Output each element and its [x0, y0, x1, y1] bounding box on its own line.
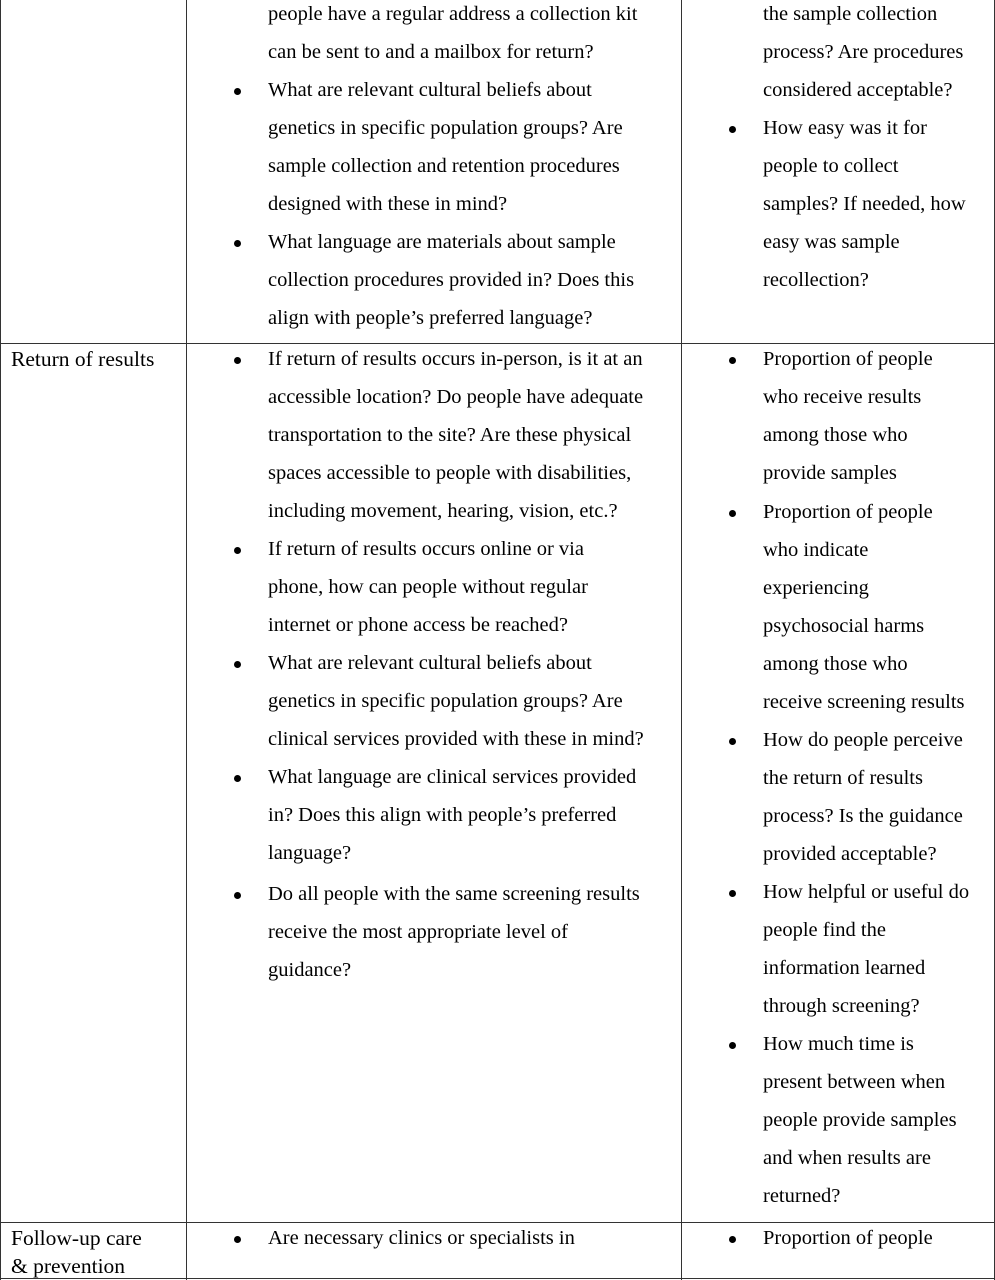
middle-cell-line: in? Does this align with people’s preferred — [268, 804, 617, 826]
right-cell-line: information learned — [763, 957, 926, 979]
right-cell-line: process? Are procedures — [763, 41, 964, 63]
bullet-icon — [729, 357, 736, 364]
right-cell-line: considered acceptable? — [763, 79, 953, 101]
middle-cell-line: guidance? — [268, 959, 352, 981]
bullet-icon — [729, 738, 736, 745]
right-cell-line: process? Is the guidance — [763, 805, 963, 827]
middle-cell-line: sample collection and retention procedures — [268, 155, 620, 177]
right-cell-line: recollection? — [763, 269, 869, 291]
bullet-icon — [234, 357, 241, 364]
bullet-icon — [234, 892, 241, 899]
bullet-icon — [234, 661, 241, 668]
right-cell-line: and when results are — [763, 1147, 931, 1169]
right-cell-line: provided acceptable? — [763, 843, 937, 865]
middle-cell-line: receive the most appropriate level of — [268, 921, 568, 943]
bullet-icon — [729, 890, 736, 897]
right-cell-line: samples? If needed, how — [763, 193, 966, 215]
table-border-bottom — [0, 1278, 995, 1279]
middle-cell-line: language? — [268, 842, 352, 864]
right-cell-line: How do people perceive — [763, 729, 963, 751]
middle-cell-line: align with people’s preferred language? — [268, 307, 593, 329]
right-cell-line: people find the — [763, 919, 886, 941]
middle-cell-line: Are necessary clinics or specialists in — [268, 1227, 575, 1249]
middle-cell-line: phone, how can people without regular — [268, 576, 588, 598]
right-cell-line: psychosocial harms — [763, 615, 925, 637]
right-cell-line: experiencing — [763, 577, 869, 599]
middle-cell-line: collection procedures provided in? Does this — [268, 269, 635, 291]
middle-cell-line: genetics in specific population groups? Are — [268, 690, 623, 712]
right-cell-line: among those who — [763, 653, 908, 675]
row-label-return-of-results: Return of results — [11, 347, 155, 371]
bullet-icon — [234, 775, 241, 782]
right-cell-line: people provide samples — [763, 1109, 957, 1131]
bullet-icon — [729, 126, 736, 133]
table-border-left — [0, 0, 1, 1280]
column-divider-2 — [681, 0, 682, 1280]
column-divider-1 — [186, 0, 187, 1280]
middle-cell-line: What are relevant cultural beliefs about — [268, 652, 592, 674]
right-cell-line: How helpful or useful do — [763, 881, 970, 903]
bullet-icon — [234, 88, 241, 95]
middle-cell-line: designed with these in mind? — [268, 193, 508, 215]
right-cell-line: easy was sample — [763, 231, 900, 253]
right-cell-line: the return of results — [763, 767, 923, 789]
right-cell-line: people to collect — [763, 155, 899, 177]
right-cell-line: returned? — [763, 1185, 841, 1207]
bullet-icon — [234, 547, 241, 554]
right-cell-line: who indicate — [763, 539, 869, 561]
bullet-icon — [729, 510, 736, 517]
middle-cell-line: genetics in specific population groups? Are — [268, 117, 623, 139]
right-cell-line: the sample collection — [763, 3, 938, 25]
middle-cell-line: What language are materials about sample — [268, 231, 616, 253]
right-cell-line: receive screening results — [763, 691, 965, 713]
middle-cell-line: internet or phone access be reached? — [268, 614, 568, 636]
right-cell-line: Proportion of people — [763, 1227, 933, 1249]
right-cell-line: provide samples — [763, 462, 897, 484]
middle-cell-line: including movement, hearing, vision, etc.? — [268, 500, 618, 522]
right-cell-line: who receive results — [763, 386, 922, 408]
right-cell-line: Proportion of people — [763, 348, 933, 370]
right-cell-line: Proportion of people — [763, 501, 933, 523]
right-cell-line: among those who — [763, 424, 908, 446]
middle-cell-line: If return of results occurs online or via — [268, 538, 584, 560]
middle-cell-line: What language are clinical services provided — [268, 766, 637, 788]
row-label-follow-up-care-line-2: & prevention — [11, 1254, 126, 1278]
right-cell-line: How easy was it for — [763, 117, 927, 139]
middle-cell-line: can be sent to and a mailbox for return? — [268, 41, 594, 63]
middle-cell-line: If return of results occurs in-person, is it at an — [268, 348, 643, 370]
middle-cell-line: transportation to the site? Are these physical — [268, 424, 632, 446]
middle-cell-line: Do all people with the same screening results — [268, 883, 640, 905]
bullet-icon — [234, 240, 241, 247]
bullet-icon — [729, 1042, 736, 1049]
middle-cell-line: What are relevant cultural beliefs about — [268, 79, 592, 101]
middle-cell-line: spaces accessible to people with disabilities, — [268, 462, 632, 484]
middle-cell-line: accessible location? Do people have adequate — [268, 386, 644, 408]
bullet-icon — [729, 1236, 736, 1243]
right-cell-line: How much time is — [763, 1033, 914, 1055]
right-cell-line: present between when — [763, 1071, 946, 1093]
middle-cell-line: clinical services provided with these in mind? — [268, 728, 644, 750]
row-label-follow-up-care-line-1: Follow-up care — [11, 1226, 142, 1250]
right-cell-line: through screening? — [763, 995, 920, 1017]
middle-cell-line: people have a regular address a collection kit — [268, 3, 638, 25]
bullet-icon — [234, 1236, 241, 1243]
